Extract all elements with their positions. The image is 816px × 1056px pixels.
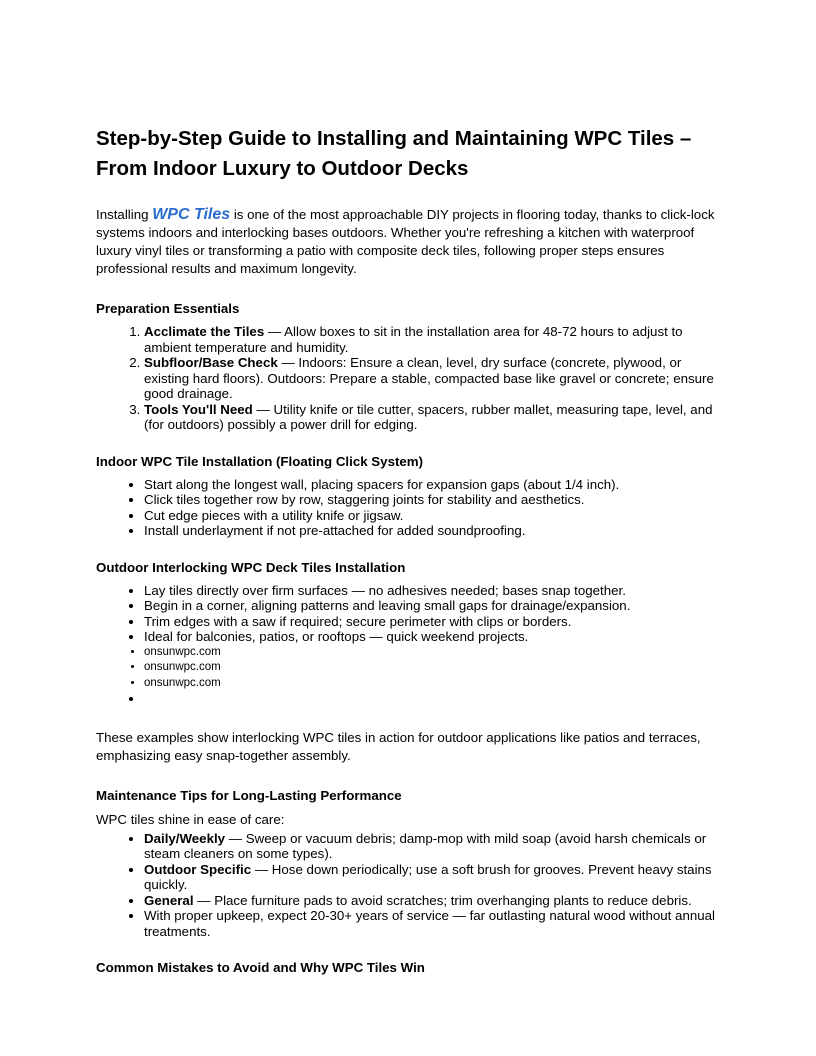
list-item xyxy=(144,893,720,909)
empty-list-item xyxy=(144,691,720,707)
indoor-section xyxy=(96,453,720,539)
outdoor-heading: Outdoor Interlocking WPC Deck Tiles Installation xyxy=(96,559,406,575)
list-item xyxy=(144,355,720,402)
list-item: • Start along the longest wall, placing spacers for expansion gaps (about 1/4 inch). xyxy=(144,477,720,493)
list-item xyxy=(144,324,720,355)
list-item: • Cut edge pieces with a utility knife or jigsaw. xyxy=(144,508,720,524)
list-item: • Lay tiles directly over firm surfaces — no adhesives needed; bases snap together. xyxy=(144,583,720,599)
item-text: — Place furniture pads to avoid scratches; trim overhanging plants to reduce debris. xyxy=(193,892,692,908)
mistakes-section xyxy=(96,959,720,977)
item-term: Outdoor Specific xyxy=(144,861,252,877)
outdoor-section xyxy=(96,559,720,765)
mistakes-heading: Common Mistakes to Avoid and Why WPC Tiles Win xyxy=(96,960,425,975)
item-text: — Indoors: Ensure a clean, level, dry surface (concrete, plywood, or existing hard floors). Outdoors: Prepare a stable, compacted base like gravel or concrete; ensure good drainage. xyxy=(144,355,714,401)
list-item: • Trim edges with a saw if required; secure perimeter with clips or borders. xyxy=(144,614,720,630)
intro-after: is one of the most approachable DIY projects in flooring today, thanks to click-lock systems indoors and interlocking bases outdoors. Whether you're refreshing a kitchen with waterproof luxury vinyl tiles or transforming a patio with composite deck tiles, following proper steps ensures professional results and maximum longevity. xyxy=(96,207,715,276)
intro-paragraph xyxy=(96,206,720,278)
source-link[interactable]: • onsunwpc.com xyxy=(144,645,720,661)
item-term: General xyxy=(144,892,194,908)
document-page xyxy=(96,124,720,983)
preparation-heading: Preparation Essentials xyxy=(96,301,240,316)
list-item: • Click tiles together row by row, staggering joints for stability and aesthetics. xyxy=(144,492,720,508)
list-item: • With proper upkeep, expect 20-30+ years of service — far outlasting natural wood without annual treatments. xyxy=(144,908,720,939)
outdoor-list xyxy=(96,583,720,707)
item-text: — Allow boxes to sit in the installation area for 48-72 hours to adjust to ambient temperature and humidity. xyxy=(144,324,683,355)
wpc-tiles-link[interactable]: WPC Tiles xyxy=(152,206,231,223)
item-text: — Sweep or vacuum debris; damp-mop with mild soap (avoid harsh chemicals or steam cleaners on some types). xyxy=(144,830,707,861)
item-term: Acclimate the Tiles xyxy=(144,324,265,339)
item-term: Daily/Weekly xyxy=(144,830,226,846)
list-item: • Begin in a corner, aligning patterns and leaving small gaps for drainage/expansion. xyxy=(144,598,720,614)
maintenance-section xyxy=(96,787,720,940)
intro-before: Installing xyxy=(96,207,153,222)
page-title: Step-by-Step Guide to Installing and Maintaining WPC Tiles – From Indoor Luxury to Outdoor Decks xyxy=(96,127,692,180)
item-term: Tools You'll Need xyxy=(144,401,253,417)
list-item xyxy=(144,831,720,862)
list-item xyxy=(144,402,720,433)
item-text: — Utility knife or tile cutter, spacers, rubber mallet, measuring tape, level, and (for outdoors) possibly a power drill for edging. xyxy=(144,401,713,432)
list-item xyxy=(144,862,720,893)
preparation-section xyxy=(96,300,720,433)
indoor-heading: Indoor WPC Tile Installation (Floating Click System) xyxy=(96,453,424,469)
maintenance-lead: WPC tiles shine in ease of care: xyxy=(96,811,285,827)
item-term: Subfloor/Base Check xyxy=(144,355,278,370)
preparation-list xyxy=(96,324,720,433)
maintenance-list xyxy=(96,831,720,940)
maintenance-heading: Maintenance Tips for Long-Lasting Performance xyxy=(96,787,402,803)
indoor-list xyxy=(96,477,720,539)
item-text: — Hose down periodically; use a soft brush for grooves. Prevent heavy stains quickly. xyxy=(144,861,712,892)
list-item: • Ideal for balconies, patios, or rooftops — quick weekend projects. xyxy=(144,629,720,645)
source-link[interactable]: • onsunwpc.com xyxy=(144,676,720,692)
list-item: • Install underlayment if not pre-attached for added soundproofing. xyxy=(144,523,720,539)
source-link[interactable]: • onsunwpc.com xyxy=(144,660,720,676)
outdoor-note: These examples show interlocking WPC tiles in action for outdoor applications like patios and terraces, emphasizing easy snap-together assembly. xyxy=(96,729,701,763)
